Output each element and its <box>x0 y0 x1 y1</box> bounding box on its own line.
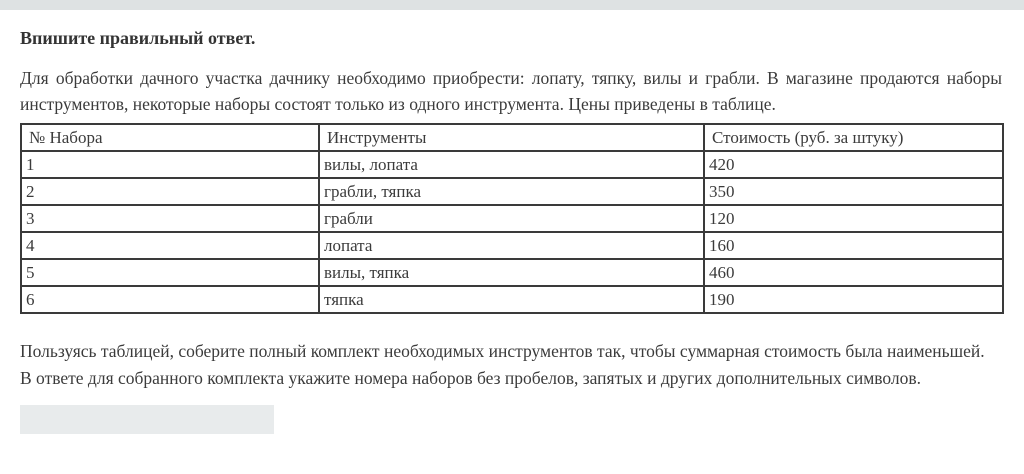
task-intro-text: Для обработки дачного участка дачнику необходимо приобрести: лопату, тяпку, вилы и грабли. В магазине продаются наборы инструментов, некоторые наборы состоят только из одного инструмента. Цены приведены в таблице. <box>20 68 1002 114</box>
table-cell: 350 <box>704 178 1003 205</box>
table-cell: 420 <box>704 151 1003 178</box>
table-cell: 5 <box>21 259 319 286</box>
top-bar <box>0 0 1024 10</box>
table-cell: 3 <box>21 205 319 232</box>
table-row <box>21 286 1003 313</box>
task-content <box>0 10 1024 434</box>
table-cell: грабли <box>319 205 704 232</box>
table-header-row <box>21 124 1003 151</box>
table-row <box>21 151 1003 178</box>
table-cell: 4 <box>21 232 319 259</box>
instruction-minimal-cost: Пользуясь таблицей, соберите полный комплект необходимых инструментов так, чтобы суммарная стоимость была наименьшей. <box>20 341 985 361</box>
instruction-answer-format: В ответе для собранного комплекта укажите номера наборов без пробелов, запятых и других дополнительных символов. <box>20 368 922 388</box>
table-row <box>21 232 1003 259</box>
table-cell: 6 <box>21 286 319 313</box>
col-header-set-number: № Набора <box>21 124 319 151</box>
task-title: Впишите правильный ответ. <box>20 28 256 48</box>
table-cell: грабли, тяпка <box>319 178 704 205</box>
col-header-instruments: Инструменты <box>319 124 704 151</box>
price-table <box>20 123 1004 314</box>
table-row <box>21 178 1003 205</box>
table-row <box>21 205 1003 232</box>
table-row <box>21 259 1003 286</box>
instructions-block <box>20 338 1002 392</box>
table-cell: 2 <box>21 178 319 205</box>
table-cell: тяпка <box>319 286 704 313</box>
table-cell: вилы, тяпка <box>319 259 704 286</box>
table-cell: 460 <box>704 259 1003 286</box>
table-cell: 160 <box>704 232 1003 259</box>
table-cell: 1 <box>21 151 319 178</box>
col-header-price: Стоимость (руб. за штуку) <box>704 124 1003 151</box>
table-cell: 190 <box>704 286 1003 313</box>
table-cell: 120 <box>704 205 1003 232</box>
table-body <box>21 151 1003 313</box>
answer-input[interactable] <box>20 405 274 434</box>
table-cell: лопата <box>319 232 704 259</box>
table-cell: вилы, лопата <box>319 151 704 178</box>
